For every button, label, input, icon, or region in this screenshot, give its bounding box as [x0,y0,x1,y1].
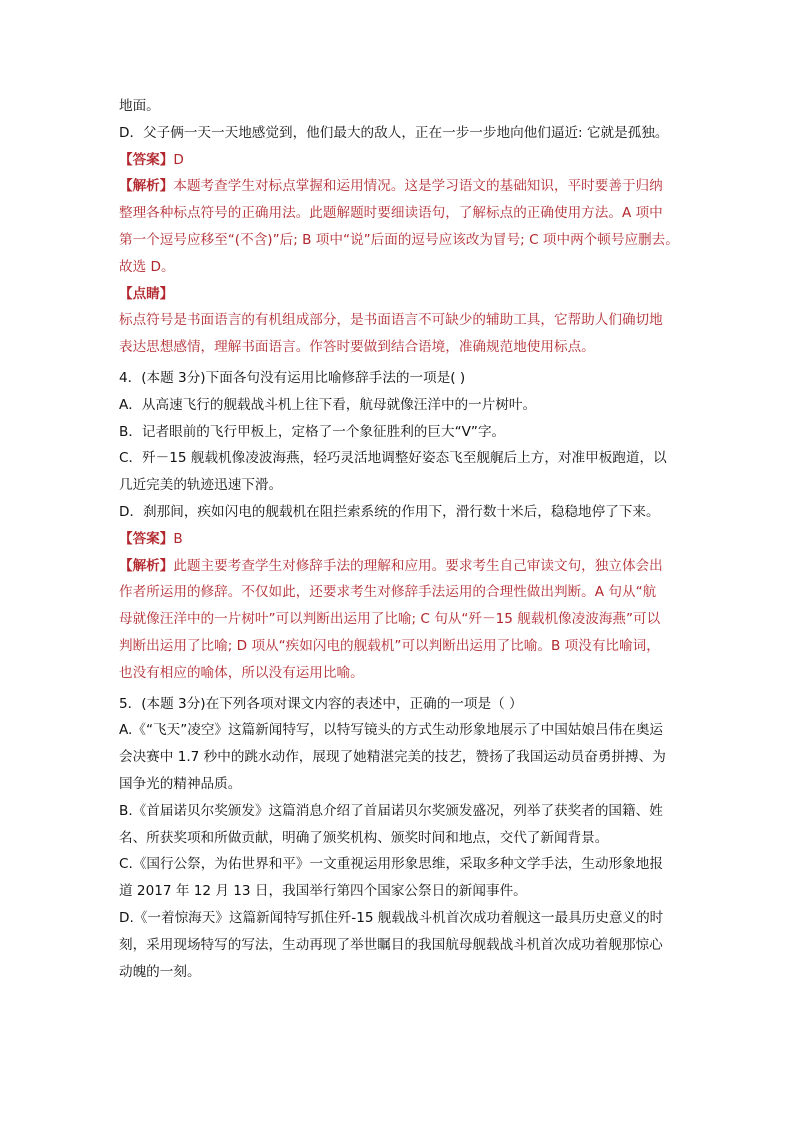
q4-answer [119,526,694,553]
analysis-text: 本题考查学生对标点掌握和运用情况。这是学习语文的基础知识，平时要善于归纳 [173,178,663,195]
q4-stem: 4．(本题 3分)下面各句没有运用比喻修辞手法的一项是( ) [119,369,466,386]
q5-option-d-line-3: 动魄的一刻。 [119,963,201,980]
q4-analysis-line-4: 判断出运用了比喻; D 项从“疾如闪电的舰载机”可以判断出运用了比喻。B 项没有比喻词， [119,637,660,654]
analysis-label: 【解析】 [119,178,174,195]
q5-option-a-line-2: 会决赛中 1.7 秒中的跳水动作，展现了她精湛完美的技艺，赞扬了我国运动员奋勇拼搏、为 [119,749,666,766]
q5-option-d-line-2: 刻，采用现场特写的写法，生动再现了举世瞩目的我国航母舰载战斗机首次成功着舰那惊心 [119,936,663,953]
q5-option-b-line-2: 名、所获奖项和所做贡献，明确了颁奖机构、颁奖时间和地点，交代了新闻背景。 [119,829,609,846]
q5-option-b-line-1: B.《首届诺贝尔奖颁发》这篇消息介绍了首届诺贝尔奖颁发盛况，列举了获奖者的国籍、姓 [119,802,663,819]
q5-option-a-line-3: 国争光的精神品质。 [119,775,242,792]
q3-answer [119,147,694,174]
q4-option-d: D．刹那间，疾如闪电的舰载机在阻拦索系统的作用下，滑行数十米后，稳稳地停了下来。 [119,503,660,520]
q3-option-a-tail: 地面。 [119,98,160,114]
q4-option-a: A．从高速飞行的舰载战斗机上往下看，航母就像汪洋中的一片树叶。 [119,396,537,413]
q5-option-a-line-1: A.《“飞天”凌空》这篇新闻特写，以特写镜头的方式生动形象地展示了中国姑娘吕伟在奥运 [119,722,664,739]
q5-option-d-line-1: D.《一着惊海天》这篇新闻特写抓住歼-15 舰载战斗机首次成功着舰这一最具历史意义的时 [119,909,664,926]
q3-analysis-line-3: 第一个逗号应移至“(不含)”后; B 项中“说”后面的逗号应该改为冒号; C 项中两个顿号应删去。 [119,231,679,248]
q3-analysis-line-4: 故选 D。 [119,258,175,275]
answer-label: 【答案】 [119,530,174,547]
answer-value: B [173,530,183,547]
q3-analysis-line-1 [119,173,694,200]
q4-option-b: B．记者眼前的飞行甲板上，定格了一个象征胜利的巨大“V”字。 [119,423,506,440]
q3-option-d: D．父子俩一天一天地感觉到，他们最大的敌人，正在一步一步地向他们逼近: 它就是孤独。 [119,124,669,141]
q4-analysis-line-5: 也没有相应的喻体，所以没有运用比喻。 [119,664,364,681]
analysis-label: 【解析】 [119,557,174,574]
document-body [119,93,694,985]
q4-option-c-line-1: C．歼－15 舰载机像凌波海燕，轻巧灵活地调整好姿态飞至舰艉后上方，对准甲板跑道，以 [119,450,667,467]
q5-option-c-line-1: C.《国行公祭，为佑世界和平》一文重视运用形象思维，采取多种文学手法，生动形象地报 [119,856,663,873]
analysis-text: 此题主要考查学生对修辞手法的理解和应用。要求考生自己审读文句，独立体会出 [173,557,663,574]
tip-label: 【点睛】 [119,285,174,302]
q3-tip-line-1: 标点符号是书面语言的有机组成部分，是书面语言不可缺少的辅助工具，它帮助人们确切地 [119,312,663,329]
q3-tip-label [119,281,694,308]
q4-analysis-line-1 [119,553,694,580]
q3-analysis-line-2: 整理各种标点符号的正确用法。此题解题时要细读语句，了解标点的正确使用方法。A 项中 [119,205,663,222]
q5-stem: 5．(本题 3分)在下列各项对课文内容的表述中，正确的一项是（ ） [119,695,523,712]
q4-analysis-line-3: 母就像汪洋中的一片树叶”可以判断出运用了比喻; C 句从“歼－15 舰载机像凌波海燕”可以 [119,611,661,628]
q5-option-c-line-2: 道 2017 年 12 月 13 日，我国举行第四个国家公祭日的新闻事件。 [119,883,527,900]
q4-option-c-line-2: 几近完美的轨迹迅速下滑。 [119,477,283,494]
answer-label: 【答案】 [119,151,174,168]
answer-value: D [173,151,184,168]
q4-analysis-line-2: 作者所运用的修辞。不仅如此，还要求考生对修辞手法运用的合理性做出判断。A 句从“航 [119,584,657,601]
q3-tip-line-2: 表达思想感情，理解书面语言。作答时要做到结合语境，准确规范地使用标点。 [119,339,595,356]
